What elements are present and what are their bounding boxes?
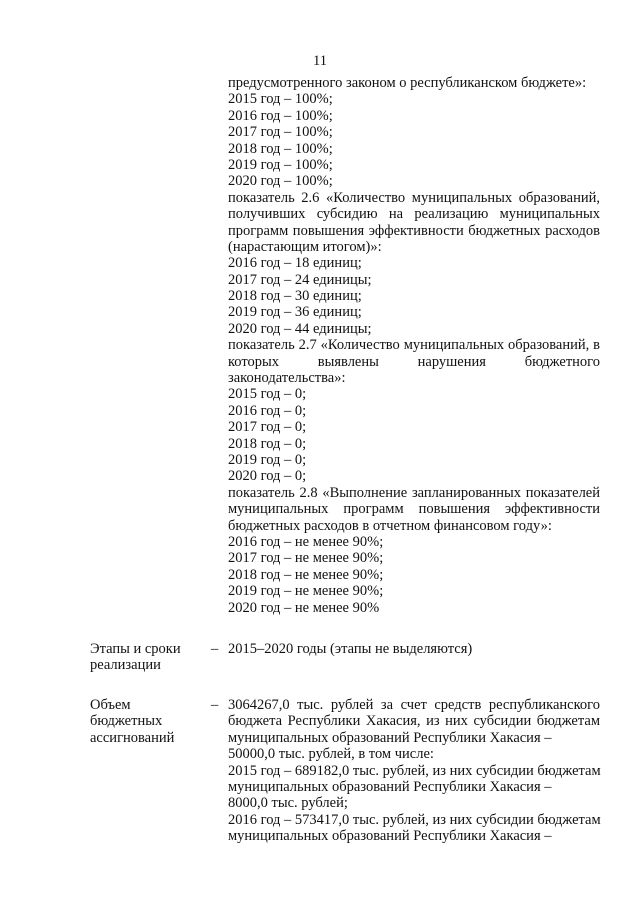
text-line: 2015 год – 0; xyxy=(228,386,307,403)
text-line: 2016 год – 0; xyxy=(228,402,307,419)
text-line: показатель 2.6 «Количество муниципальных образований, xyxy=(228,189,600,206)
label-line: бюджетных xyxy=(90,713,163,730)
text-line: получивших субсидию на реализацию муниципальных xyxy=(228,206,600,223)
text-line: муниципальных образований Республики Хакасия – xyxy=(228,828,552,845)
text-line: 2019 год – не менее 90%; xyxy=(228,583,384,600)
text-line: 2017 год – 100%; xyxy=(228,124,333,141)
text-line: 2019 год – 36 единиц; xyxy=(228,304,362,321)
text-line: 2019 год – 100%; xyxy=(228,156,333,173)
text-line: которых выявлены нарушения бюджетного xyxy=(228,353,600,370)
text-line: 2018 год – не менее 90%; xyxy=(228,566,384,583)
text-line: 2020 год – не менее 90% xyxy=(228,599,380,616)
text-line: 8000,0 тыс. рублей; xyxy=(228,795,348,812)
text-line: 2020 год – 0; xyxy=(228,468,307,485)
budget-label xyxy=(90,697,208,746)
text-line: 2017 год – не менее 90%; xyxy=(228,550,384,567)
text-line: 2015 год – 689182,0 тыс. рублей, из них субсидии бюджетам xyxy=(228,762,601,779)
text-line: 2016 год – 573417,0 тыс. рублей, из них субсидии бюджетам xyxy=(228,811,601,828)
text-line: 2020 год – 100%; xyxy=(228,173,333,190)
text-line: 2017 год – 24 единицы; xyxy=(228,271,372,288)
text-line: муниципальных образований Республики Хакасия – xyxy=(228,778,552,795)
text-line: показатель 2.8 «Выполнение запланированных показателей xyxy=(228,484,600,501)
text-line: программ повышения эффективности бюджетных расходов xyxy=(228,222,600,239)
text-line: бюджетных расходов в отчетном финансовом году»: xyxy=(228,517,552,534)
text-line: 50000,0 тыс. рублей, в том числе: xyxy=(228,746,434,763)
stages-dash: – xyxy=(211,641,219,657)
stages-label xyxy=(90,641,208,674)
text-line: 2015 год – 100%; xyxy=(228,91,333,108)
text-line: 2016 год – не менее 90%; xyxy=(228,533,384,550)
text-line: 2019 год – 0; xyxy=(228,451,307,468)
page-number: 11 xyxy=(313,53,327,69)
text-line: 2016 год – 100%; xyxy=(228,107,333,124)
text-line: муниципальных образований Республики Хакасия – xyxy=(228,729,552,746)
text-line: 2020 год – 44 единицы; xyxy=(228,320,372,337)
text-line: 2016 год – 18 единиц; xyxy=(228,255,362,272)
budget-value xyxy=(228,697,600,845)
text-line: 2018 год – 30 единиц; xyxy=(228,288,362,305)
stages-value xyxy=(228,641,600,657)
label-line: реализации xyxy=(90,657,161,674)
text-line: законодательства»: xyxy=(228,370,346,387)
label-line: ассигнований xyxy=(90,729,175,746)
text-line: 2018 год – 0; xyxy=(228,435,307,452)
text-line: предусмотренного законом о республиканском бюджете»: xyxy=(228,75,587,91)
label-line: Этапы и сроки xyxy=(90,641,181,657)
text-line: показатель 2.7 «Количество муниципальных образований, в xyxy=(228,337,600,354)
label-line: Объем xyxy=(90,697,131,713)
text-line: 2017 год – 0; xyxy=(228,419,307,436)
text-line: (нарастающим итогом)»: xyxy=(228,238,382,255)
text-line: 2018 год – 100%; xyxy=(228,140,333,157)
text-line: муниципальных программ повышения эффективности xyxy=(228,501,600,518)
text-line: 2015–2020 годы (этапы не выделяются) xyxy=(228,641,473,657)
text-line: бюджета Республики Хакасия, из них субсидии бюджетам xyxy=(228,713,600,730)
text-line: 3064267,0 тыс. рублей за счет средств республиканского xyxy=(228,697,600,713)
budget-dash: – xyxy=(211,697,219,713)
indicators-text xyxy=(228,75,600,616)
